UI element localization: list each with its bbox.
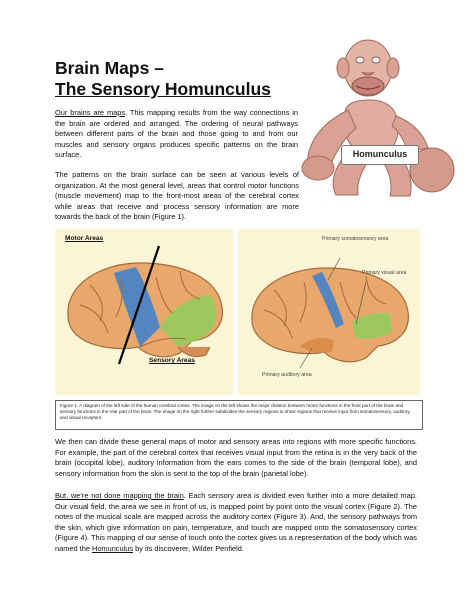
motor-sensory-divider-line (115, 244, 165, 366)
final-lead: But, we’re not done mapping the brain (55, 491, 184, 500)
homunculus-illustration (298, 30, 458, 202)
primary-auditory-label: Primary auditory area (262, 372, 312, 378)
annotation-lines (300, 240, 420, 375)
final-paragraph (55, 491, 417, 555)
motor-areas-label: Motor Areas (65, 235, 104, 242)
page-title (55, 58, 271, 100)
figure-caption: Figure 1. A diagram of the left side of the human cerebral cortex. The image on the left shows the major division between motor functions in the front part of the brain and sensory functions in the rear part of the brain. The image on the right further subdivides the sensory regions to show regions that receive input from somatosensory, auditory, and visual receptors. (55, 400, 423, 430)
title-line-2: The Sensory Homunculus (55, 79, 271, 99)
sensory-areas-label: Sensory Areas (149, 357, 195, 364)
intro-paragraph (55, 108, 298, 161)
title-line-1: Brain Maps – (55, 58, 164, 78)
organization-paragraph: The patterns on the brain surface can be seen at various levels of organization. At the most general level, areas that control motor functions (muscle movement) map to the front-most areas of the cerebral cortex while areas that receive and process sensory information are more towards the back of the brain (Figure 1). (55, 170, 299, 222)
intro-lead: Our brains are maps (55, 108, 126, 117)
final-end: by its discoverer, Wilder Penfield. (133, 543, 244, 553)
homunculus-link[interactable]: Homunculus (91, 543, 134, 553)
homunculus-label: Homunculus (341, 145, 419, 165)
primary-visual-label: Primary visual area (362, 270, 407, 276)
final-mid: . Each sensory area is divided even further into a more detailed map. Our visual field, the area we see in front of us, is mapped point by point onto the visual cortex (Figure 2). The notes of the musical scale are mapped across the auditory cortex (Figure 3). And, the sensory pathways from the skin, which give information on pain, temperature, and touch are mapped onto the somatosensory cortex (Figure 4). This mapping of our sense of touch onto the cortex gives us a representation of the body which was named the (55, 491, 417, 553)
intro-rest: . This mapping results from the way connections in the brain are ordered and arranged. The ordering of neural pathways between different parts of the brain and those going to and from our muscles and sensory organs produces specific patterns on the brain surface. (55, 108, 298, 160)
maps-paragraph: We then can divide these general maps of motor and sensory areas into regions with more specific functions. For example, the part of the cerebral cortex that receives visual input from the retina is in the very back of the brain (occipital lobe), auditory information from the ears comes to the side of the brain (temporal lobe), and sensory information from the skin is sent to the top of the brain (parietal lobe). (55, 437, 417, 478)
primary-somatosensory-label: Primary somatosensory area (322, 236, 389, 242)
